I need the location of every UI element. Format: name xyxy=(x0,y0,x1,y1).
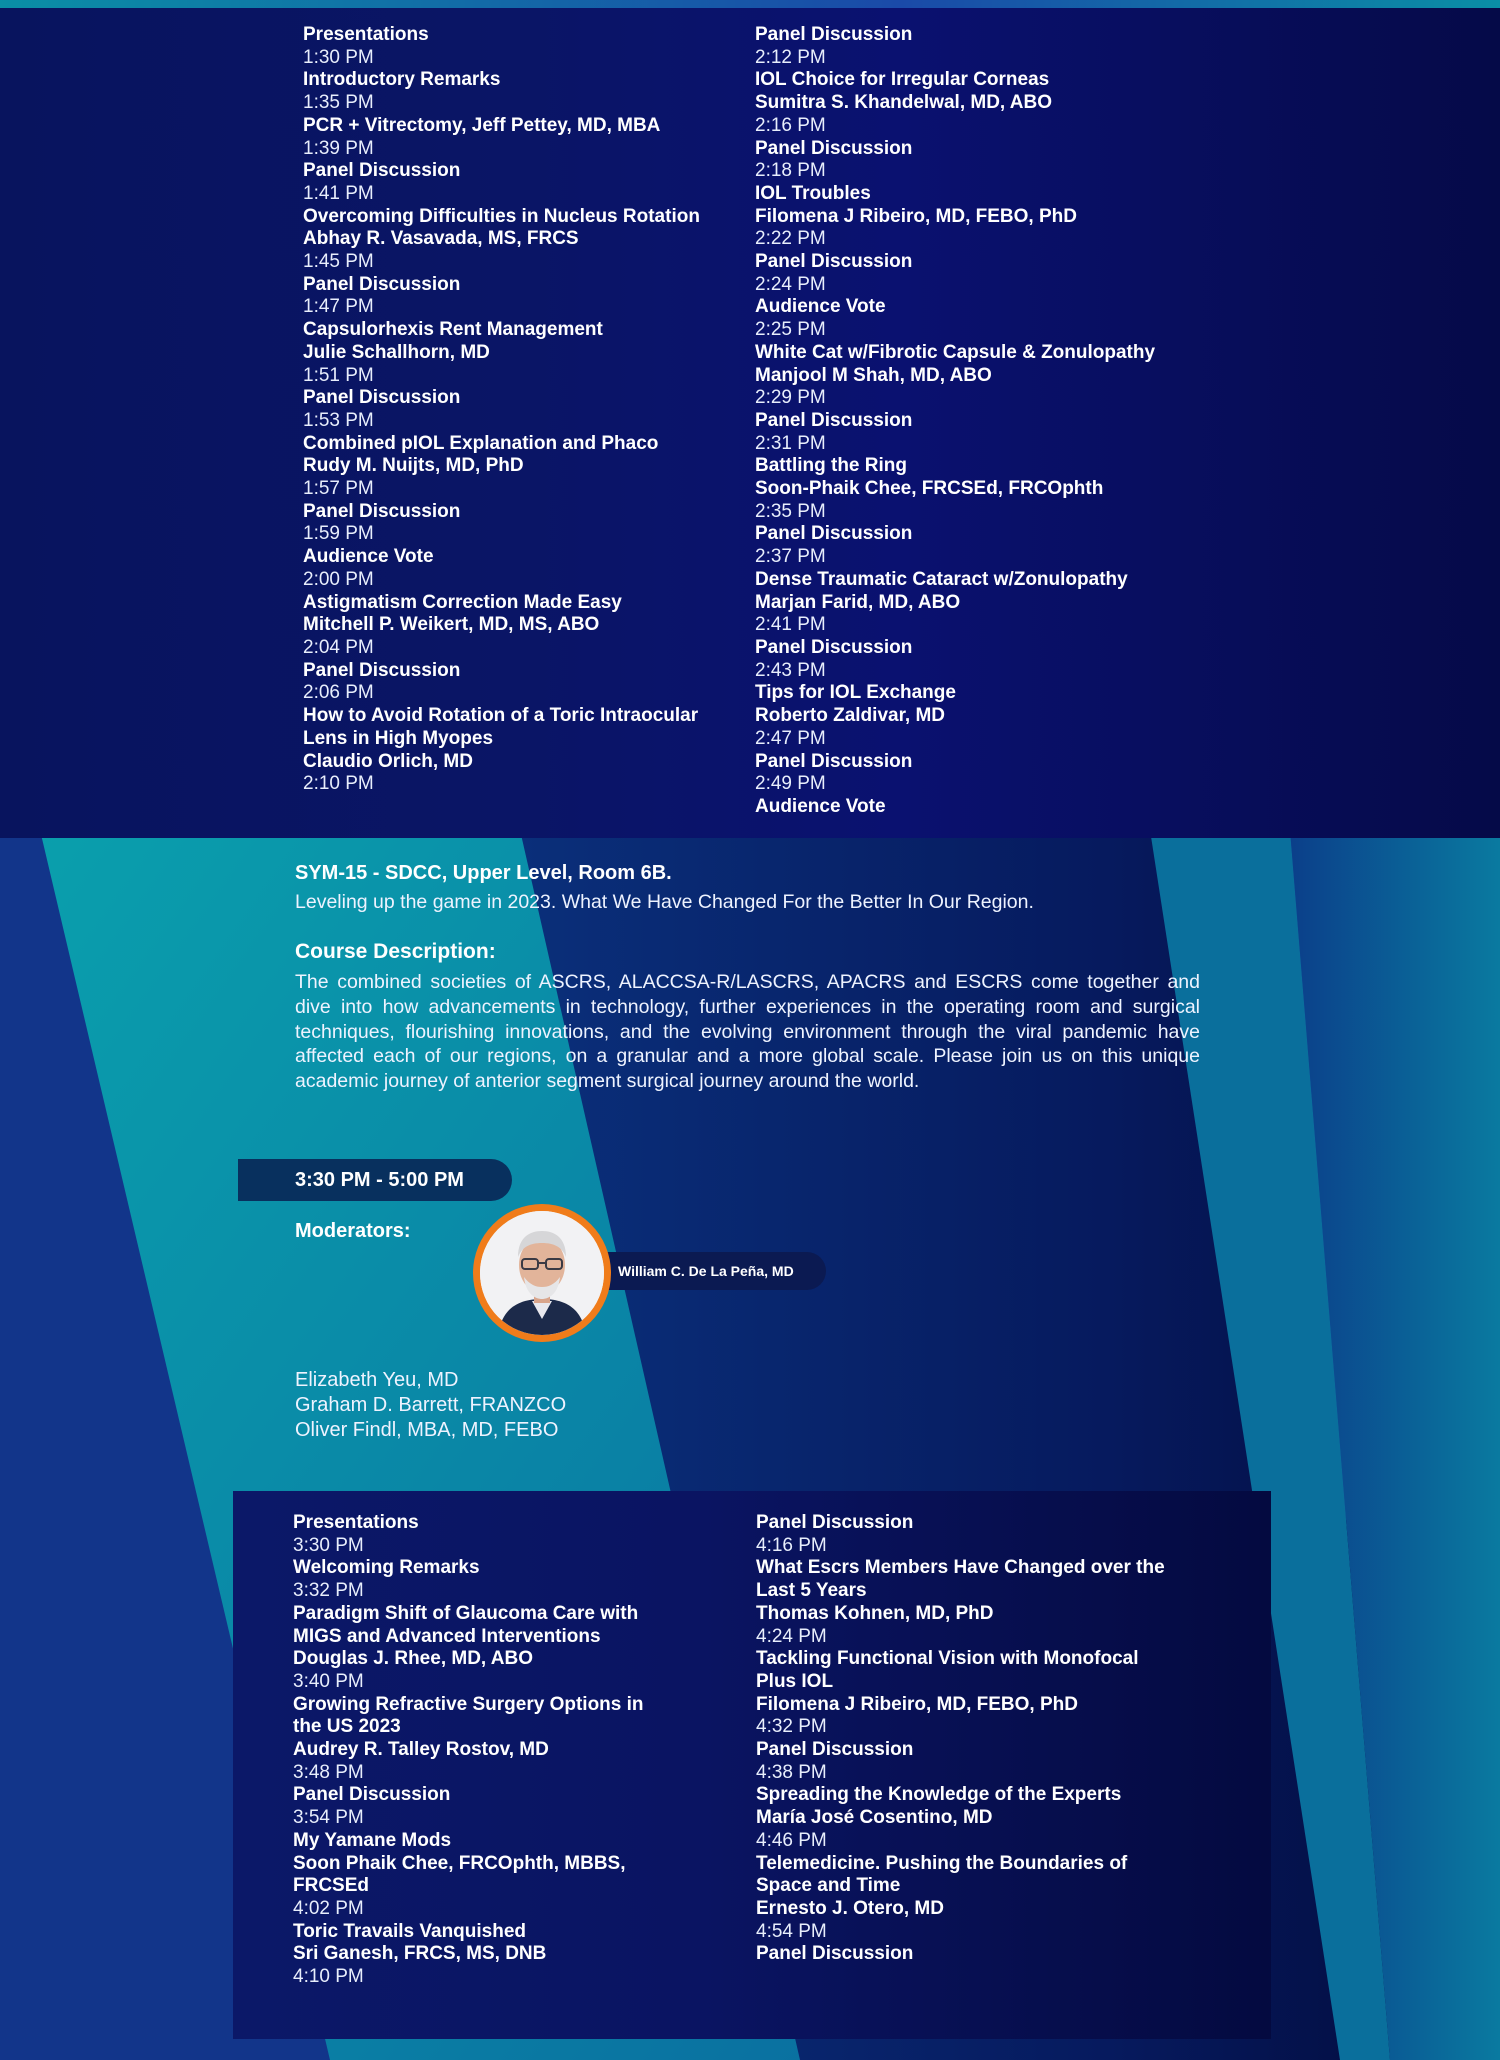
schedule-item-time: 1:59 PM xyxy=(303,523,374,545)
schedule-item-time: 2:18 PM xyxy=(755,160,826,182)
schedule-item xyxy=(756,1784,1166,1852)
schedule-item xyxy=(303,501,723,546)
schedule-item-time: 2:22 PM xyxy=(755,228,826,250)
schedule-item-title: IOL Troubles Filomena J Ribeiro, MD, FEBO, PhD xyxy=(755,182,1077,227)
bottom-schedule-right-column xyxy=(756,1512,1166,1966)
schedule-item-time: 2:49 PM xyxy=(755,773,826,795)
top-accent-stripe xyxy=(0,0,1500,8)
schedule-item-time: 2:35 PM xyxy=(755,500,826,522)
schedule-item xyxy=(293,1921,673,1989)
schedule-item-time: 2:16 PM xyxy=(755,114,826,136)
moderators-label: Moderators: xyxy=(295,1220,411,1242)
schedule-item-time: 4:24 PM xyxy=(756,1625,827,1647)
schedule-item-title: Panel Discussion xyxy=(755,636,913,658)
schedule-item xyxy=(756,1648,1166,1739)
moderator-list xyxy=(295,1368,566,1443)
schedule-item-time: 4:38 PM xyxy=(756,1761,827,1783)
schedule-item-title: PCR + Vitrectomy, Jeff Pettey, MD, MBA xyxy=(303,114,661,136)
schedule-item-time: 1:35 PM xyxy=(303,92,374,114)
schedule-item-title: Panel Discussion xyxy=(755,409,913,431)
schedule-item xyxy=(755,796,1215,819)
top-schedule-left-column xyxy=(303,24,723,796)
schedule-item-time: 4:54 PM xyxy=(756,1920,827,1942)
schedule-item-title: What Escrs Members Have Changed over the Last 5 Years Thomas Kohnen, MD, PhD xyxy=(756,1557,1165,1624)
schedule-item-time: 4:02 PM xyxy=(293,1897,364,1919)
schedule-item-title: Battling the Ring Soon-Phaik Chee, FRCSEd, FRCOphth xyxy=(755,455,1104,500)
session-time-bar xyxy=(238,1159,512,1201)
schedule-item-time: 2:00 PM xyxy=(303,568,374,590)
schedule-item-title: Panel Discussion xyxy=(303,387,461,409)
schedule-item xyxy=(755,455,1215,523)
schedule-item xyxy=(755,296,1215,341)
schedule-item xyxy=(303,274,723,319)
schedule-item xyxy=(755,342,1215,410)
schedule-item xyxy=(755,637,1215,682)
schedule-item-title: Tackling Functional Vision with Monofocal Plus IOL Filomena J Ribeiro, MD, FEBO, PhD xyxy=(756,1648,1139,1715)
schedule-item-time: 4:46 PM xyxy=(756,1829,827,1851)
moderator-name: Elizabeth Yeu, MD xyxy=(295,1369,459,1391)
moderator-photo xyxy=(480,1211,604,1335)
schedule-item xyxy=(755,569,1215,637)
schedule-item-title: Panel Discussion xyxy=(756,1943,914,1965)
schedule-item xyxy=(303,592,723,660)
schedule-item-time: 2:06 PM xyxy=(303,682,374,704)
schedule-item-time: 2:47 PM xyxy=(755,727,826,749)
schedule-item xyxy=(755,751,1215,796)
schedule-item xyxy=(756,1557,1166,1648)
schedule-item-time: 2:29 PM xyxy=(755,387,826,409)
schedule-item-title: Panel Discussion xyxy=(755,523,913,545)
session-info xyxy=(295,862,1200,1094)
schedule-item-title: Telemedicine. Pushing the Boundaries of Space and Time Ernesto J. Otero, MD xyxy=(756,1852,1128,1919)
schedule-item-time: 1:47 PM xyxy=(303,296,374,318)
schedule-item-title: Audience Vote xyxy=(303,546,434,568)
session-code: SYM-15 - SDCC, Upper Level, Room 6B. xyxy=(295,862,672,884)
schedule-item-time: 3:54 PM xyxy=(293,1807,364,1829)
schedule-item-title: Panel Discussion xyxy=(303,160,461,182)
schedule-item xyxy=(303,160,723,205)
moderator-name: Graham D. Barrett, FRANZCO xyxy=(295,1394,567,1416)
schedule-item-title: Presentations xyxy=(303,24,429,45)
schedule-item-title: Combined pIOL Explanation and Phaco Rudy M. Nuijts, MD, PhD xyxy=(303,432,659,477)
schedule-item-title: Panel Discussion xyxy=(303,500,461,522)
schedule-item-time: 4:10 PM xyxy=(293,1966,364,1988)
schedule-item xyxy=(293,1512,673,1557)
schedule-item-title: Growing Refractive Surgery Options in the US 2023 Audrey R. Talley Rostov, MD xyxy=(293,1693,644,1761)
schedule-item xyxy=(303,433,723,501)
schedule-item-title: Introductory Remarks xyxy=(303,69,501,91)
schedule-item-title: Audience Vote xyxy=(755,795,886,817)
schedule-item-time: 3:48 PM xyxy=(293,1761,364,1783)
schedule-item-title: Panel Discussion xyxy=(293,1784,451,1806)
schedule-item-title: How to Avoid Rotation of a Toric Intraocular Lens in High Myopes Claudio Orlich, MD xyxy=(303,705,699,772)
schedule-item-time: 2:41 PM xyxy=(755,614,826,636)
top-schedule-right-column xyxy=(755,24,1215,819)
schedule-item xyxy=(293,1694,673,1785)
schedule-item-time: 2:10 PM xyxy=(303,773,374,795)
schedule-item xyxy=(293,1784,673,1829)
schedule-item-title: Presentations xyxy=(293,1512,419,1533)
schedule-item-title: Paradigm Shift of Glaucoma Care with MIGS and Advanced Interventions Douglas J. Rhee, MD, ABO xyxy=(293,1602,639,1670)
schedule-item-time: 2:37 PM xyxy=(755,546,826,568)
schedule-item-title: Astigmatism Correction Made Easy Mitchell P. Weikert, MD, MS, ABO xyxy=(303,591,622,636)
schedule-item-title: Tips for IOL Exchange Roberto Zaldivar, MD xyxy=(755,682,956,727)
bottom-schedule-left-column xyxy=(293,1512,673,1989)
moderator-avatar xyxy=(473,1204,611,1342)
schedule-item-title: IOL Choice for Irregular Corneas Sumitra S. Khandelwal, MD, ABO xyxy=(755,69,1053,114)
schedule-item-time: 2:24 PM xyxy=(755,273,826,295)
schedule-item xyxy=(756,1943,1166,1966)
schedule-item xyxy=(756,1853,1166,1944)
schedule-item-time: 1:57 PM xyxy=(303,478,374,500)
schedule-item xyxy=(303,319,723,387)
schedule-item xyxy=(303,705,723,796)
schedule-item-time: 3:40 PM xyxy=(293,1670,364,1692)
schedule-item-time: 2:43 PM xyxy=(755,659,826,681)
schedule-item-time: 1:30 PM xyxy=(303,46,374,68)
schedule-item xyxy=(303,69,723,114)
schedule-item-title: Panel Discussion xyxy=(756,1512,914,1533)
person-portrait-icon xyxy=(480,1211,604,1335)
schedule-item xyxy=(755,523,1215,568)
schedule-item-title: Panel Discussion xyxy=(755,137,913,159)
schedule-item-time: 3:30 PM xyxy=(293,1534,364,1556)
schedule-item-time: 1:53 PM xyxy=(303,409,374,431)
schedule-item-title: Panel Discussion xyxy=(755,24,913,45)
schedule-item xyxy=(756,1512,1166,1557)
schedule-item-time: 4:32 PM xyxy=(756,1716,827,1738)
featured-moderator-pill xyxy=(590,1252,826,1290)
schedule-item-time: 4:16 PM xyxy=(756,1534,827,1556)
schedule-item xyxy=(303,660,723,705)
schedule-item-title: Dense Traumatic Cataract w/Zonulopathy Marjan Farid, MD, ABO xyxy=(755,568,1128,613)
schedule-item xyxy=(755,251,1215,296)
schedule-item-title: Welcoming Remarks xyxy=(293,1557,480,1579)
schedule-item-time: 2:04 PM xyxy=(303,636,374,658)
schedule-item xyxy=(755,69,1215,137)
schedule-item xyxy=(303,24,723,69)
schedule-item xyxy=(755,24,1215,69)
schedule-item-title: White Cat w/Fibrotic Capsule & Zonulopathy Manjool M Shah, MD, ABO xyxy=(755,341,1156,386)
schedule-item-time: 1:39 PM xyxy=(303,137,374,159)
schedule-item-title: Panel Discussion xyxy=(303,273,461,295)
schedule-item-title: Overcoming Difficulties in Nucleus Rotation Abhay R. Vasavada, MS, FRCS xyxy=(303,205,700,250)
schedule-item-title: Toric Travails Vanquished Sri Ganesh, FRCS, MS, DNB xyxy=(293,1920,547,1965)
schedule-item-title: My Yamane Mods Soon Phaik Chee, FRCOphth, MBBS, FRCSEd xyxy=(293,1829,626,1897)
schedule-item xyxy=(303,115,723,160)
schedule-item-title: Spreading the Knowledge of the Experts María José Cosentino, MD xyxy=(756,1784,1122,1829)
schedule-item xyxy=(755,682,1215,750)
schedule-item xyxy=(293,1603,673,1694)
schedule-item xyxy=(756,1739,1166,1784)
schedule-item-time: 2:31 PM xyxy=(755,432,826,454)
schedule-item xyxy=(755,183,1215,251)
schedule-item xyxy=(293,1830,673,1921)
moderator-name: Oliver Findl, MBA, MD, FEBO xyxy=(295,1419,559,1441)
schedule-item-title: Panel Discussion xyxy=(755,251,913,273)
schedule-item-title: Panel Discussion xyxy=(755,750,913,772)
schedule-item-time: 1:51 PM xyxy=(303,364,374,386)
schedule-item-time: 1:41 PM xyxy=(303,182,374,204)
schedule-item-title: Capsulorhexis Rent Management Julie Schallhorn, MD xyxy=(303,319,603,363)
schedule-item-title: Panel Discussion xyxy=(756,1739,914,1761)
session-time-range: 3:30 PM - 5:00 PM xyxy=(295,1169,464,1191)
schedule-item xyxy=(303,546,723,591)
schedule-item xyxy=(303,206,723,274)
schedule-item xyxy=(755,138,1215,183)
schedule-item xyxy=(303,387,723,432)
featured-moderator-name: William C. De La Peña, MD xyxy=(618,1263,794,1279)
schedule-item-title: Panel Discussion xyxy=(303,659,461,681)
schedule-item-title: Audience Vote xyxy=(755,296,886,318)
course-description-text: The combined societies of ASCRS, ALACCSA-R/LASCRS, APACRS and ESCRS come together and dive into how advancements in technology, further experiences in the operating room and surgical techniques, flourishing innovations, and the evolving environment through the viral pandemic have affected each of our regions, on a granular and a more global scale. Please join us on this unique academic journey of anterior segment surgical journey around the world. xyxy=(295,971,1200,1093)
session-subtitle: Leveling up the game in 2023. What We Have Changed For the Better In Our Region. xyxy=(295,891,1034,913)
top-schedule-panel xyxy=(0,8,1500,838)
schedule-item-time: 1:45 PM xyxy=(303,251,374,273)
schedule-item-time: 2:12 PM xyxy=(755,46,826,68)
schedule-item xyxy=(293,1557,673,1602)
course-description-heading: Course Description: xyxy=(295,940,496,963)
schedule-item-time: 2:25 PM xyxy=(755,319,826,341)
schedule-item xyxy=(755,410,1215,455)
schedule-item-time: 3:32 PM xyxy=(293,1580,364,1602)
